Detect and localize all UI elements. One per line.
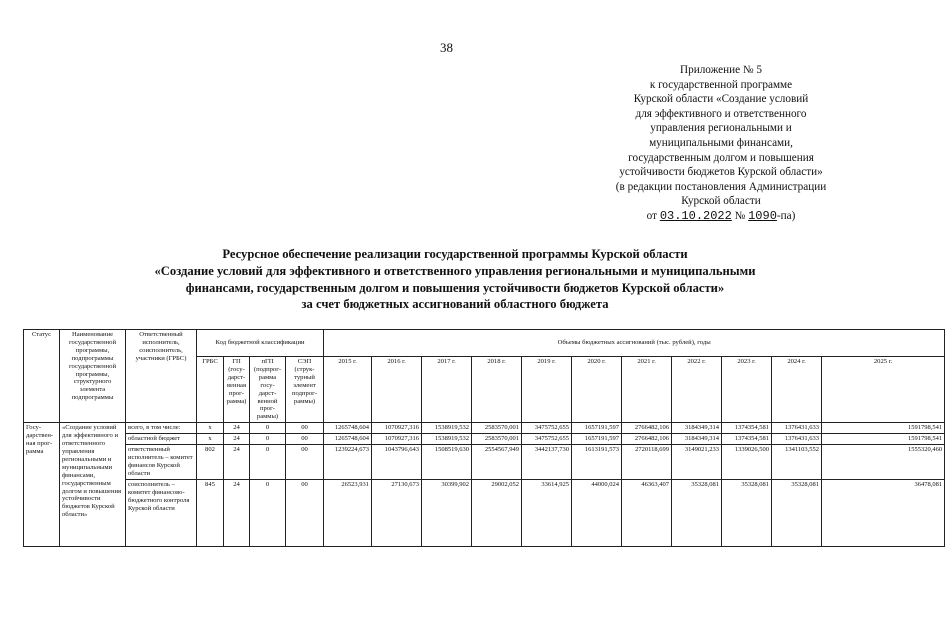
header-year: 2023 г. bbox=[722, 357, 772, 423]
value-cell: 1070927,316 bbox=[372, 434, 422, 445]
sep-cell: 00 bbox=[286, 479, 324, 546]
appendix-block bbox=[596, 63, 846, 224]
table-row bbox=[24, 479, 945, 546]
appendix-line: к государственной программе bbox=[649, 78, 793, 91]
value-cell: 2554567,949 bbox=[472, 445, 522, 480]
value-cell: 2720118,699 bbox=[622, 445, 672, 480]
header-year: 2025 г. bbox=[822, 357, 945, 423]
value-cell: 3184349,314 bbox=[672, 423, 722, 434]
appendix-date-line bbox=[596, 209, 846, 224]
header-grbs: ГРБС bbox=[197, 357, 224, 423]
value-cell: 3184349,314 bbox=[672, 434, 722, 445]
decree-number: 1090 bbox=[748, 208, 777, 223]
status-cell: Госу-дарствен-ная прог-рамма bbox=[24, 423, 60, 547]
title-line: за счет бюджетных ассигнований областного бюджета bbox=[301, 297, 609, 312]
executor-cell: всего, в том числе: bbox=[126, 423, 197, 434]
value-cell: 1376431,633 bbox=[772, 423, 822, 434]
header-year: 2018 г. bbox=[472, 357, 522, 423]
value-cell: 1591798,541 bbox=[822, 423, 945, 434]
value-cell: 2583570,001 bbox=[472, 423, 522, 434]
title-line: «Создание условий для эффективного и ответственного управления региональными и муниципальными bbox=[154, 263, 756, 278]
header-year: 2017 г. bbox=[422, 357, 472, 423]
header-code-group: Код бюджетной классификации bbox=[197, 330, 324, 357]
value-cell: 35328,081 bbox=[672, 479, 722, 546]
value-cell: 30399,902 bbox=[422, 479, 472, 546]
header-executor: Ответственный исполнитель, соисполнитель, участники (ГРБС) bbox=[126, 330, 197, 423]
value-cell: 36478,081 bbox=[822, 479, 945, 546]
pgp-cell: 0 bbox=[250, 434, 286, 445]
appendix-line: муниципальными финансами, bbox=[649, 136, 793, 149]
executor-cell: ответственный исполнитель – комитет финансов Курской области bbox=[126, 445, 197, 480]
appendix-line: управления региональными и bbox=[650, 122, 792, 135]
header-pgp: пГП (подпрог-рамма госу-дарст-венной прог-раммы) bbox=[250, 357, 286, 423]
value-cell: 2766482,106 bbox=[622, 434, 672, 445]
value-cell: 3149021,233 bbox=[672, 445, 722, 480]
value-cell: 1341103,552 bbox=[772, 445, 822, 480]
appendix-line: государственным долгом и повышения bbox=[628, 151, 814, 164]
value-cell: 33614,925 bbox=[522, 479, 572, 546]
appendix-line: для эффективного и ответственного bbox=[635, 107, 807, 120]
header-gp: ГП (госу-дарст-венная прог-рамма) bbox=[224, 357, 250, 423]
grbs-cell: х bbox=[197, 423, 224, 434]
value-cell: 29002,052 bbox=[472, 479, 522, 546]
value-cell: 35328,081 bbox=[772, 479, 822, 546]
page-number: 38 bbox=[440, 40, 453, 55]
value-cell: 1239224,673 bbox=[324, 445, 372, 480]
grbs-cell: 802 bbox=[197, 445, 224, 480]
header-year: 2022 г. bbox=[672, 357, 722, 423]
appendix-line: устойчивости бюджетов Курской области» bbox=[619, 166, 823, 179]
value-cell: 1555320,460 bbox=[822, 445, 945, 480]
table-row bbox=[24, 423, 945, 434]
gp-cell: 24 bbox=[224, 445, 250, 480]
date-prefix: от bbox=[646, 209, 658, 222]
value-cell: 44000,024 bbox=[572, 479, 622, 546]
value-cell: 1657191,597 bbox=[572, 423, 622, 434]
executor-cell: соисполнитель – комитет финансово-бюджетного контроля Курской области bbox=[126, 479, 197, 546]
value-cell: 1508519,630 bbox=[422, 445, 472, 480]
title-line: финансами, государственным долгом и повышения устойчивости бюджетов Курской области» bbox=[185, 280, 725, 295]
value-cell: 1538919,532 bbox=[422, 423, 472, 434]
value-cell: 1374354,581 bbox=[722, 434, 772, 445]
value-cell: 1265748,604 bbox=[324, 434, 372, 445]
header-volume-group: Объемы бюджетных ассигнований (тыс. рублей), годы bbox=[324, 330, 945, 357]
executor-cell: областной бюджет bbox=[126, 434, 197, 445]
appendix-line: (в редакции постановления Администрации bbox=[615, 180, 827, 193]
header-status: Статус bbox=[24, 330, 60, 423]
value-cell: 46363,407 bbox=[622, 479, 672, 546]
header-year: 2015 г. bbox=[324, 357, 372, 423]
header-year: 2024 г. bbox=[772, 357, 822, 423]
value-cell: 2766482,106 bbox=[622, 423, 672, 434]
value-cell: 1070927,316 bbox=[372, 423, 422, 434]
pgp-cell: 0 bbox=[250, 479, 286, 546]
title-line: Ресурсное обеспечение реализации государственной программы Курской области bbox=[222, 247, 688, 261]
number-prefix: № bbox=[734, 209, 746, 222]
grbs-cell: 845 bbox=[197, 479, 224, 546]
value-cell: 3442137,730 bbox=[522, 445, 572, 480]
sep-cell: 00 bbox=[286, 445, 324, 480]
value-cell: 2583570,001 bbox=[472, 434, 522, 445]
header-year: 2016 г. bbox=[372, 357, 422, 423]
header-row bbox=[24, 330, 945, 357]
appendix-line: Приложение № 5 bbox=[680, 64, 762, 76]
header-year: 2019 г. bbox=[522, 357, 572, 423]
header-year: 2020 г. bbox=[572, 357, 622, 423]
value-cell: 3475752,655 bbox=[522, 423, 572, 434]
number-suffix: -па) bbox=[776, 209, 796, 222]
value-cell: 1265748,604 bbox=[324, 423, 372, 434]
header-year: 2021 г. bbox=[622, 357, 672, 423]
value-cell: 1613191,573 bbox=[572, 445, 622, 480]
pgp-cell: 0 bbox=[250, 423, 286, 434]
header-name: Наименование государственной программы, подпрограммы государственной программы, структурного элемента подпрограммы bbox=[60, 330, 126, 423]
sep-cell: 00 bbox=[286, 423, 324, 434]
value-cell: 26523,931 bbox=[324, 479, 372, 546]
sep-cell: 00 bbox=[286, 434, 324, 445]
value-cell: 1657191,597 bbox=[572, 434, 622, 445]
value-cell: 1339026,500 bbox=[722, 445, 772, 480]
gp-cell: 24 bbox=[224, 423, 250, 434]
gp-cell: 24 bbox=[224, 434, 250, 445]
program-name-cell: «Создание условий для эффективного и ответственного управления региональными и муниципальными финансами, государственным долгом и повышения устойчивости бюджетов Курской области» bbox=[60, 423, 126, 547]
value-cell: 1043796,643 bbox=[372, 445, 422, 480]
appendix-line: Курской области bbox=[681, 195, 761, 208]
table-row bbox=[24, 445, 945, 480]
value-cell: 1538919,532 bbox=[422, 434, 472, 445]
document-title bbox=[60, 246, 850, 313]
appendix-line: Курской области «Создание условий bbox=[633, 93, 809, 106]
value-cell: 1374354,581 bbox=[722, 423, 772, 434]
value-cell: 27130,673 bbox=[372, 479, 422, 546]
value-cell: 3475752,655 bbox=[522, 434, 572, 445]
budget-table bbox=[23, 329, 945, 547]
table-row bbox=[24, 434, 945, 445]
gp-cell: 24 bbox=[224, 479, 250, 546]
value-cell: 1591798,541 bbox=[822, 434, 945, 445]
grbs-cell: х bbox=[197, 434, 224, 445]
value-cell: 35328,081 bbox=[722, 479, 772, 546]
value-cell: 1376431,633 bbox=[772, 434, 822, 445]
pgp-cell: 0 bbox=[250, 445, 286, 480]
header-sep: СЭП (струк-турный элемент подпрог-раммы) bbox=[286, 357, 324, 423]
decree-date: 03.10.2022 bbox=[659, 208, 732, 223]
